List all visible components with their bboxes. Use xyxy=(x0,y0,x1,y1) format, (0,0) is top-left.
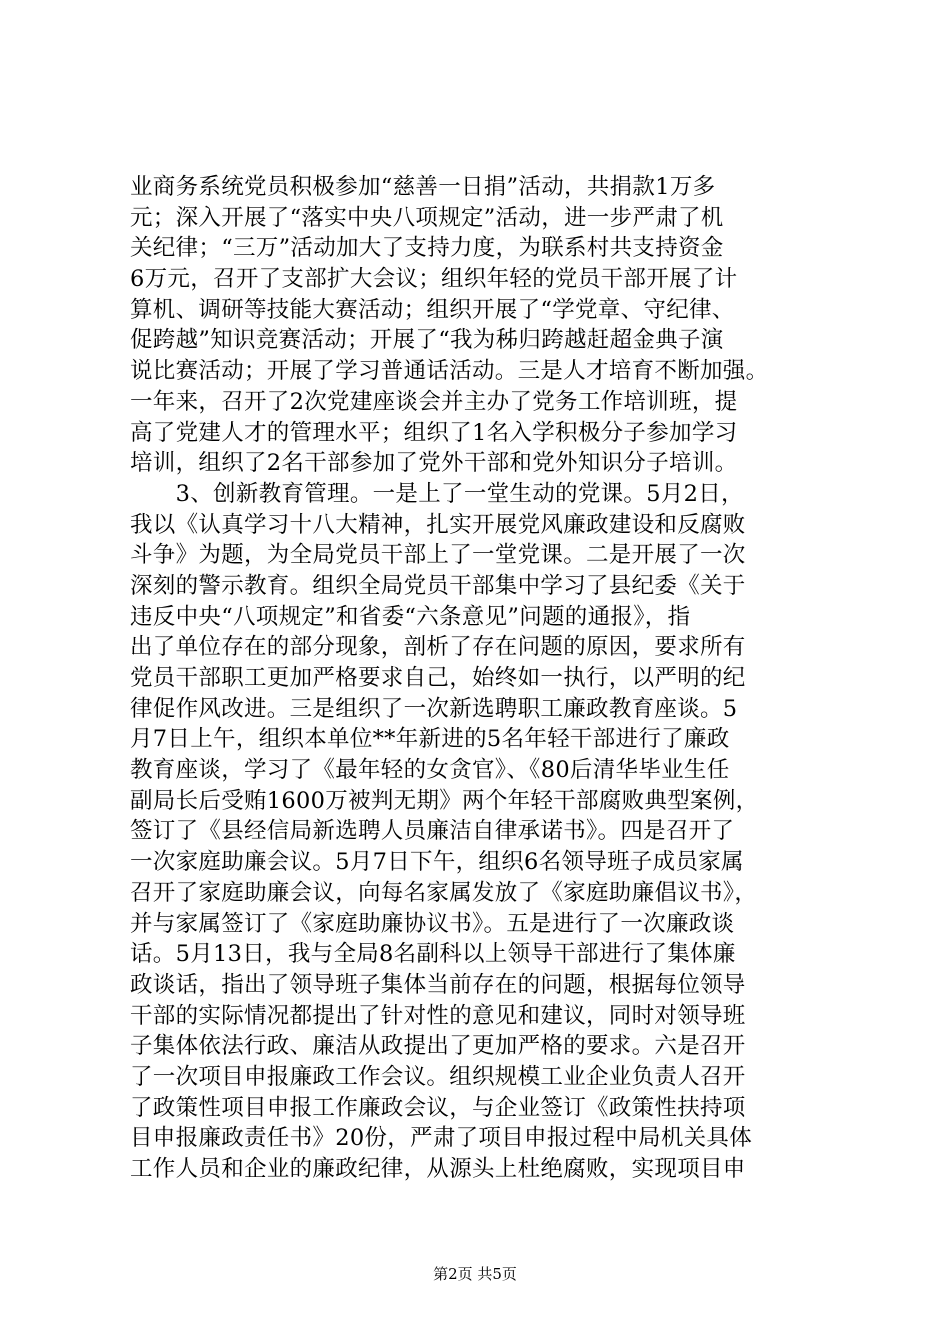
text-line: 党员干部职工更加严格要求自己，始终如一执行，以严明的纪 xyxy=(130,665,746,691)
text-line: 促跨越”知识竞赛活动；开展了“我为秭归跨越赶超金典子演 xyxy=(130,327,724,354)
text-line: 政谈话，指出了领导班子集体当前存在的问题，根据每位领导 xyxy=(130,971,746,998)
text-line: 工作人员和企业的廉政纪律，从源头上杜绝腐败，实现项目申 xyxy=(130,1156,746,1182)
text-line: 副局长后受贿1600万被判无期》两个年轻干部腐败典型案例， xyxy=(130,787,759,814)
text-line: 并与家属签订了《家庭助廉协议书》。五是进行了一次廉政谈 xyxy=(130,910,735,937)
text-line: 一年来，召开了2次党建座谈会并主办了党务工作培训班，提 xyxy=(130,388,738,415)
page-footer: 第2页 共5页 xyxy=(433,1265,517,1283)
text-line: 3、创新教育管理。一是上了一堂生动的党课。5月2日， xyxy=(130,480,744,507)
text-line: 关纪律；“三万”活动加大了支持力度，为联系村共支持资金 xyxy=(130,235,724,262)
text-line: 目申报廉政责任书》20份，严肃了项目申报过程中局机关具体 xyxy=(130,1125,753,1152)
text-line: 违反中央“八项规定”和省委“六条意见”问题的通报》，指 xyxy=(130,603,691,630)
text-line: 深刻的警示教育。组织全局党员干部集中学习了县纪委《关于 xyxy=(130,572,746,599)
text-line: 业商务系统党员积极参加“慈善一日捐”活动，共捐款1万多 xyxy=(130,174,716,200)
text-line: 律促作风改进。三是组织了一次新选聘职工廉政教育座谈。5 xyxy=(130,695,738,722)
text-line: 月7日上午，组织本单位**年新进的5名年轻干部进行了廉政 xyxy=(130,726,730,753)
text-line: 一次家庭助廉会议。5月7日下午，组织6名领导班子成员家属 xyxy=(130,849,744,876)
document-body xyxy=(130,172,840,1185)
text-line: 话。5月13日，我与全局8名副科以上领导干部进行了集体廉 xyxy=(130,941,736,968)
text-line: 教育座谈，学习了《最年轻的女贪官》、《80后清华毕业生任 xyxy=(130,757,730,784)
text-line: 说比赛活动；开展了学习普通话活动。三是人才培育不断加强。 xyxy=(130,358,769,385)
text-line: 签订了《县经信局新选聘人员廉洁自律承诺书》。四是召开了 xyxy=(130,818,735,845)
text-line: 6万元，召开了支部扩大会议；组织年轻的党员干部开展了计 xyxy=(130,266,738,293)
text-line: 了政策性项目申报工作廉政会议，与企业签订《政策性扶持项 xyxy=(130,1094,746,1121)
text-line: 我以《认真学习十八大精神，扎实开展党风廉政建设和反腐败 xyxy=(130,511,746,538)
text-line: 出了单位存在的部分现象，剖析了存在问题的原因，要求所有 xyxy=(130,634,746,661)
text-line: 召开了家庭助廉会议，向每名家属发放了《家庭助廉倡议书》， xyxy=(130,879,758,906)
text-line: 了一次项目申报廉政工作会议。组织规模工业企业负责人召开 xyxy=(130,1063,746,1090)
text-line: 元；深入开展了“落实中央八项规定”活动，进一步严肃了机 xyxy=(130,204,724,231)
text-line: 算机、调研等技能大赛活动；组织开展了“学党章、守纪律、 xyxy=(130,296,735,323)
text-line: 干部的实际情况都提出了针对性的意见和建议，同时对领导班 xyxy=(130,1002,746,1029)
text-line: 斗争》为题，为全局党员干部上了一堂党课。二是开展了一次 xyxy=(130,542,746,569)
text-line: 高了党建人才的管理水平；组织了1名入学积极分子参加学习 xyxy=(130,419,738,446)
text-line: 子集体依法行政、廉洁从政提出了更加严格的要求。六是召开 xyxy=(130,1033,746,1060)
text-line: 培训，组织了2名干部参加了党外干部和党外知识分子培训。 xyxy=(130,450,738,477)
